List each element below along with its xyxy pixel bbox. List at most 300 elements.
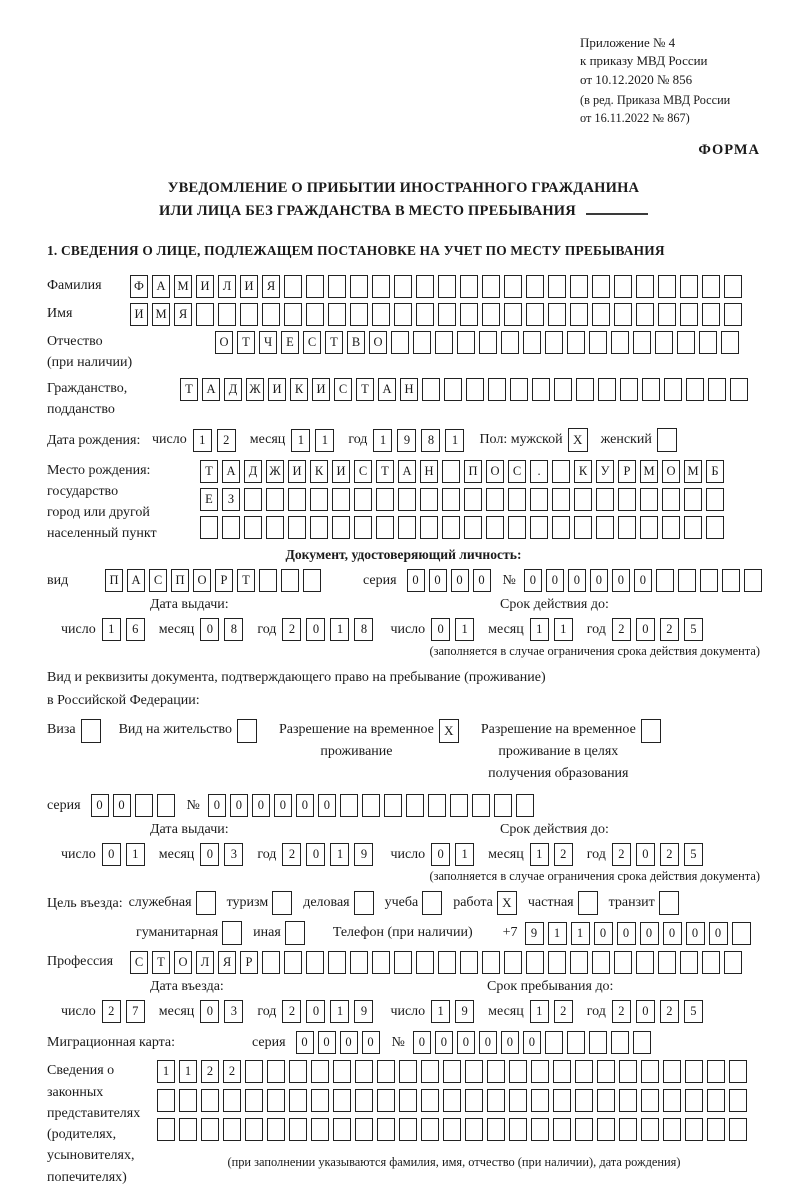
sex-male-label: Пол: мужской [479, 432, 563, 448]
purpose-checkbox: X [497, 891, 517, 915]
representatives-row1 [157, 1060, 751, 1083]
char-box: 0 [435, 1031, 453, 1054]
char-box [526, 303, 544, 326]
char-box [311, 1060, 329, 1083]
char-box [377, 1118, 395, 1141]
visa-checkbox [81, 719, 101, 743]
entry-date-headers [47, 979, 760, 999]
representatives-note: (при заполнении указываются фамилия, имя, отчество (при наличии), дата рождения) [227, 1155, 681, 1170]
temp-permit-label [279, 719, 434, 762]
char-box [421, 1089, 439, 1112]
visa-option [47, 719, 101, 743]
doc-number-label: № [502, 572, 516, 588]
char-box: Д [224, 378, 242, 401]
char-box [553, 1089, 571, 1112]
edu-permit-label-line1: Разрешение на временное [480, 722, 636, 738]
char-box [570, 275, 588, 298]
char-box [488, 378, 506, 401]
char-box: Ч [259, 331, 277, 354]
char-box: А [202, 378, 220, 401]
char-box [633, 331, 651, 354]
char-box [281, 569, 299, 592]
char-box [372, 303, 390, 326]
char-box [465, 1060, 483, 1083]
char-box: Т [356, 378, 374, 401]
identity-valid-until [390, 618, 707, 641]
char-box [200, 516, 218, 539]
char-box: 0 [663, 922, 682, 945]
migration-series-label: серия [252, 1034, 286, 1050]
char-box [442, 488, 460, 511]
char-box [633, 1031, 651, 1054]
char-box [636, 303, 654, 326]
char-box: С [508, 460, 526, 483]
char-box [267, 1118, 285, 1141]
char-box [487, 1060, 505, 1083]
date-char-box: 1 [530, 618, 549, 641]
char-box [614, 303, 632, 326]
residence-permit-checkbox [237, 719, 257, 743]
date-char-box: 1 [455, 843, 474, 866]
char-box [658, 275, 676, 298]
char-box [658, 951, 676, 974]
char-box [516, 794, 534, 817]
char-box [548, 275, 566, 298]
date-char-box: 9 [455, 1000, 474, 1023]
char-box [288, 488, 306, 511]
date-char-box: 5 [684, 843, 703, 866]
purpose-checkbox [354, 891, 374, 915]
date-char-box: 2 [554, 843, 573, 866]
char-box [576, 378, 594, 401]
char-box: 0 [252, 794, 270, 817]
char-box [508, 488, 526, 511]
surname-boxes [130, 275, 746, 298]
temp-permit-option [279, 719, 459, 762]
residence-permit-label: Вид на жительство [118, 722, 232, 738]
char-box [244, 516, 262, 539]
date-part-label: месяц [488, 846, 524, 862]
identity-date-headers [47, 597, 760, 617]
char-box [510, 378, 528, 401]
purpose-row-2 [130, 921, 760, 945]
char-box [179, 1118, 197, 1141]
date-char-box: 1 [315, 429, 334, 452]
char-box [399, 1118, 417, 1141]
date-char-box: 1 [291, 429, 310, 452]
char-box [157, 1118, 175, 1141]
residence-issue-date [61, 843, 378, 866]
char-box [196, 303, 214, 326]
char-box: Е [200, 488, 218, 511]
char-box [678, 569, 696, 592]
char-box: 0 [429, 569, 447, 592]
purpose-label: иная [253, 925, 281, 941]
char-box: И [332, 460, 350, 483]
validity-header: Срок действия до: [500, 597, 609, 613]
char-box [262, 303, 280, 326]
purpose-label: Цель въезда: [47, 895, 123, 911]
entry-date-header: Дата въезда: [150, 979, 224, 995]
residence-permit-option [119, 719, 257, 743]
birth-date-label: Дата рождения: [47, 432, 141, 448]
residence-dates-row [61, 843, 760, 866]
edu-permit-label-line2: проживание в целях [498, 744, 619, 760]
char-box [504, 951, 522, 974]
char-box [266, 516, 284, 539]
char-box [663, 1089, 681, 1112]
representatives-label-line3: представителях [47, 1105, 141, 1121]
char-box [355, 1060, 373, 1083]
char-box [684, 488, 702, 511]
char-box [486, 488, 504, 511]
char-box [662, 488, 680, 511]
char-box [284, 951, 302, 974]
char-box [504, 303, 522, 326]
char-box [619, 1118, 637, 1141]
date-char-box: 2 [660, 1000, 679, 1023]
char-box [614, 275, 632, 298]
char-box [372, 275, 390, 298]
migration-number-label: № [391, 1034, 405, 1050]
char-box [553, 1060, 571, 1083]
char-box [548, 951, 566, 974]
date-char-box: 8 [354, 618, 373, 641]
char-box [482, 275, 500, 298]
char-box [245, 1118, 263, 1141]
char-box: Ф [130, 275, 148, 298]
form-title-line-2 [47, 200, 760, 223]
date-part-label: месяц [249, 432, 286, 448]
char-box [686, 378, 704, 401]
residence-series-boxes [91, 794, 179, 817]
char-box [724, 303, 742, 326]
date-char-box: 0 [200, 1000, 219, 1023]
char-box [680, 951, 698, 974]
char-box [355, 1089, 373, 1112]
purpose-checkbox [285, 921, 305, 945]
sex-female-label: женский [600, 432, 652, 448]
char-box [332, 516, 350, 539]
purpose-options-row1 [123, 891, 679, 915]
temp-permit-label-line2: проживание [320, 744, 393, 760]
char-box [482, 303, 500, 326]
char-box [552, 488, 570, 511]
char-box [218, 303, 236, 326]
char-box: К [310, 460, 328, 483]
char-box [450, 794, 468, 817]
char-box: 0 [686, 922, 705, 945]
date-char-box: 1 [554, 618, 573, 641]
purpose-label: учеба [384, 895, 419, 911]
char-box: . [530, 460, 548, 483]
char-box [262, 951, 280, 974]
date-char-box: 2 [612, 1000, 631, 1023]
char-box: Т [237, 331, 255, 354]
stay-until-date [390, 1000, 707, 1023]
date-char-box: 2 [282, 843, 301, 866]
char-box [656, 569, 674, 592]
date-part-label: число [61, 621, 96, 637]
char-box: 0 [617, 922, 636, 945]
date-char-box: 1 [455, 618, 474, 641]
char-box [465, 1118, 483, 1141]
char-box [377, 1089, 395, 1112]
char-box [611, 331, 629, 354]
char-box [619, 1060, 637, 1083]
char-box [699, 331, 717, 354]
doc-number-boxes [524, 569, 766, 592]
char-box [340, 794, 358, 817]
date-part-label: число [61, 846, 96, 862]
char-box: 0 [479, 1031, 497, 1054]
date-char-box: 1 [330, 1000, 349, 1023]
char-box: И [312, 378, 330, 401]
representatives-boxes [157, 1060, 751, 1170]
char-box [509, 1118, 527, 1141]
char-box: С [334, 378, 352, 401]
date-char-box: 1 [126, 843, 145, 866]
char-box [311, 1118, 329, 1141]
residence-intro-line1: Вид и реквизиты документа, подтверждающего право на пребывание (проживание) [47, 670, 546, 686]
char-box [554, 378, 572, 401]
date-char-box: 9 [397, 429, 416, 452]
char-box [684, 516, 702, 539]
female-checkbox [657, 428, 677, 452]
char-box [350, 951, 368, 974]
phone-label: Телефон (при наличии) [332, 925, 473, 941]
char-box [708, 378, 726, 401]
char-box [245, 1089, 263, 1112]
char-box [240, 303, 258, 326]
char-box: 0 [208, 794, 226, 817]
profession-label: Профессия [47, 954, 114, 970]
char-box [354, 516, 372, 539]
char-box: 0 [709, 922, 728, 945]
char-box [597, 1118, 615, 1141]
char-box: И [268, 378, 286, 401]
char-box: 1 [548, 922, 567, 945]
char-box: С [149, 569, 167, 592]
char-box [244, 488, 262, 511]
residence-valid-until [390, 843, 707, 866]
purpose-label: туризм [226, 895, 269, 911]
char-box [486, 516, 504, 539]
char-box [421, 1118, 439, 1141]
representatives-block [47, 1060, 760, 1188]
char-box [574, 488, 592, 511]
appendix-block [580, 34, 772, 127]
char-box [438, 303, 456, 326]
char-box: Т [180, 378, 198, 401]
char-box [702, 303, 720, 326]
birth-place-label-line2: государство [47, 484, 119, 500]
char-box [641, 1060, 659, 1083]
char-box [575, 1118, 593, 1141]
char-box [545, 331, 563, 354]
purpose-label: частная [527, 895, 574, 911]
birth-place-row2 [200, 488, 728, 511]
char-box [354, 488, 372, 511]
residence-validity-note: (заполняется в случае ограничения срока действия документа) [429, 869, 760, 884]
char-box: П [171, 569, 189, 592]
date-char-box: 1 [330, 618, 349, 641]
representatives-label-line5: усыновителях, [47, 1148, 135, 1164]
char-box [724, 275, 742, 298]
char-box: 1 [571, 922, 590, 945]
date-char-box: 0 [306, 618, 325, 641]
doc-kind-boxes [105, 569, 325, 592]
char-box [443, 1118, 461, 1141]
patronymic-label-line1: Отчество [47, 334, 103, 350]
char-box: Я [218, 951, 236, 974]
char-box [135, 794, 153, 817]
char-box [284, 303, 302, 326]
birth-place-boxes [200, 460, 728, 544]
char-box [428, 794, 446, 817]
char-box [465, 1089, 483, 1112]
date-part-label: год [257, 846, 277, 862]
char-box [464, 516, 482, 539]
char-box: У [596, 460, 614, 483]
date-char-box: 9 [354, 1000, 373, 1023]
char-box [618, 516, 636, 539]
date-part-label: год [257, 621, 277, 637]
doc-series-label: серия [363, 572, 397, 588]
date-part-label: число [390, 621, 426, 637]
char-box [303, 569, 321, 592]
char-box [384, 794, 402, 817]
char-box [552, 460, 570, 483]
char-box [532, 378, 550, 401]
profession-row [47, 951, 760, 974]
char-box: 1 [179, 1060, 197, 1083]
date-part-label: год [586, 621, 606, 637]
char-box [416, 303, 434, 326]
date-part-label: год [586, 846, 606, 862]
date-part-label: месяц [158, 846, 195, 862]
char-box [245, 1060, 263, 1083]
date-char-box: 8 [224, 618, 243, 641]
char-box [157, 1089, 175, 1112]
char-box [729, 1089, 747, 1112]
char-box [732, 922, 751, 945]
edu-permit-label-line3: получения образования [488, 765, 629, 781]
char-box [664, 378, 682, 401]
char-box [509, 1060, 527, 1083]
char-box [523, 331, 541, 354]
date-part-label: год [348, 432, 368, 448]
char-box: 0 [501, 1031, 519, 1054]
char-box [526, 951, 544, 974]
char-box: 0 [407, 569, 425, 592]
char-box: Я [174, 303, 192, 326]
char-box [575, 1060, 593, 1083]
citizenship-boxes [180, 378, 752, 401]
char-box [570, 951, 588, 974]
char-box: Т [376, 460, 394, 483]
date-char-box: 2 [660, 618, 679, 641]
char-box [457, 331, 475, 354]
char-box [508, 516, 526, 539]
char-box: М [640, 460, 658, 483]
char-box [289, 1060, 307, 1083]
char-box: С [303, 331, 321, 354]
char-box [398, 516, 416, 539]
visa-label: Виза [47, 722, 76, 738]
representatives-label-line1: Сведения о [47, 1063, 115, 1079]
birth-place-label [47, 460, 200, 544]
surname-row [47, 275, 760, 298]
date-char-box: 0 [431, 618, 450, 641]
char-box [222, 516, 240, 539]
char-box: 0 [318, 794, 336, 817]
identity-validity-note: (заполняется в случае ограничения срока действия документа) [429, 644, 760, 659]
date-char-box: 0 [306, 843, 325, 866]
edu-permit-checkbox [641, 719, 661, 743]
char-box: 0 [340, 1031, 358, 1054]
char-box [589, 331, 607, 354]
char-box: 0 [612, 569, 630, 592]
char-box [355, 1118, 373, 1141]
char-box: Е [281, 331, 299, 354]
char-box: 0 [568, 569, 586, 592]
edu-permit-option [481, 719, 661, 784]
char-box [377, 1060, 395, 1083]
date-char-box: 0 [102, 843, 121, 866]
char-box: 2 [223, 1060, 241, 1083]
char-box [223, 1089, 241, 1112]
char-box [618, 488, 636, 511]
form-label: ФОРМА [698, 141, 760, 158]
char-box: 0 [362, 1031, 380, 1054]
identity-doc-heading: Документ, удостоверяющий личность: [285, 547, 522, 563]
identity-issue-date [61, 618, 378, 641]
patronymic-label-line2: (при наличии) [47, 355, 133, 371]
date-part-label: число [152, 432, 187, 448]
date-char-box: 2 [612, 843, 631, 866]
char-box [350, 303, 368, 326]
char-box [332, 488, 350, 511]
birth-place-row [47, 460, 760, 544]
char-box [420, 488, 438, 511]
date-part-label: число [390, 1003, 426, 1019]
citizenship-label-line1: Гражданство, [47, 381, 128, 397]
appendix-line-1: Приложение № 4 [580, 35, 676, 50]
char-box: О [486, 460, 504, 483]
birth-date-row [47, 428, 760, 452]
date-char-box: 2 [660, 843, 679, 866]
temp-permit-checkbox: X [439, 719, 459, 743]
date-char-box: 8 [421, 429, 440, 452]
char-box: А [127, 569, 145, 592]
date-char-box: 2 [102, 1000, 121, 1023]
purpose-checkbox [222, 921, 242, 945]
date-part-label: год [586, 1003, 606, 1019]
date-char-box: 7 [126, 1000, 145, 1023]
char-box [306, 275, 324, 298]
date-char-box: 1 [102, 618, 121, 641]
date-char-box: 1 [373, 429, 392, 452]
char-box [438, 275, 456, 298]
amendment-line-2: от 16.11.2022 № 867) [580, 110, 690, 125]
char-box: И [240, 275, 258, 298]
char-box: 1 [157, 1060, 175, 1083]
char-box [574, 516, 592, 539]
date-char-box: 6 [126, 618, 145, 641]
char-box: 0 [413, 1031, 431, 1054]
char-box [592, 275, 610, 298]
